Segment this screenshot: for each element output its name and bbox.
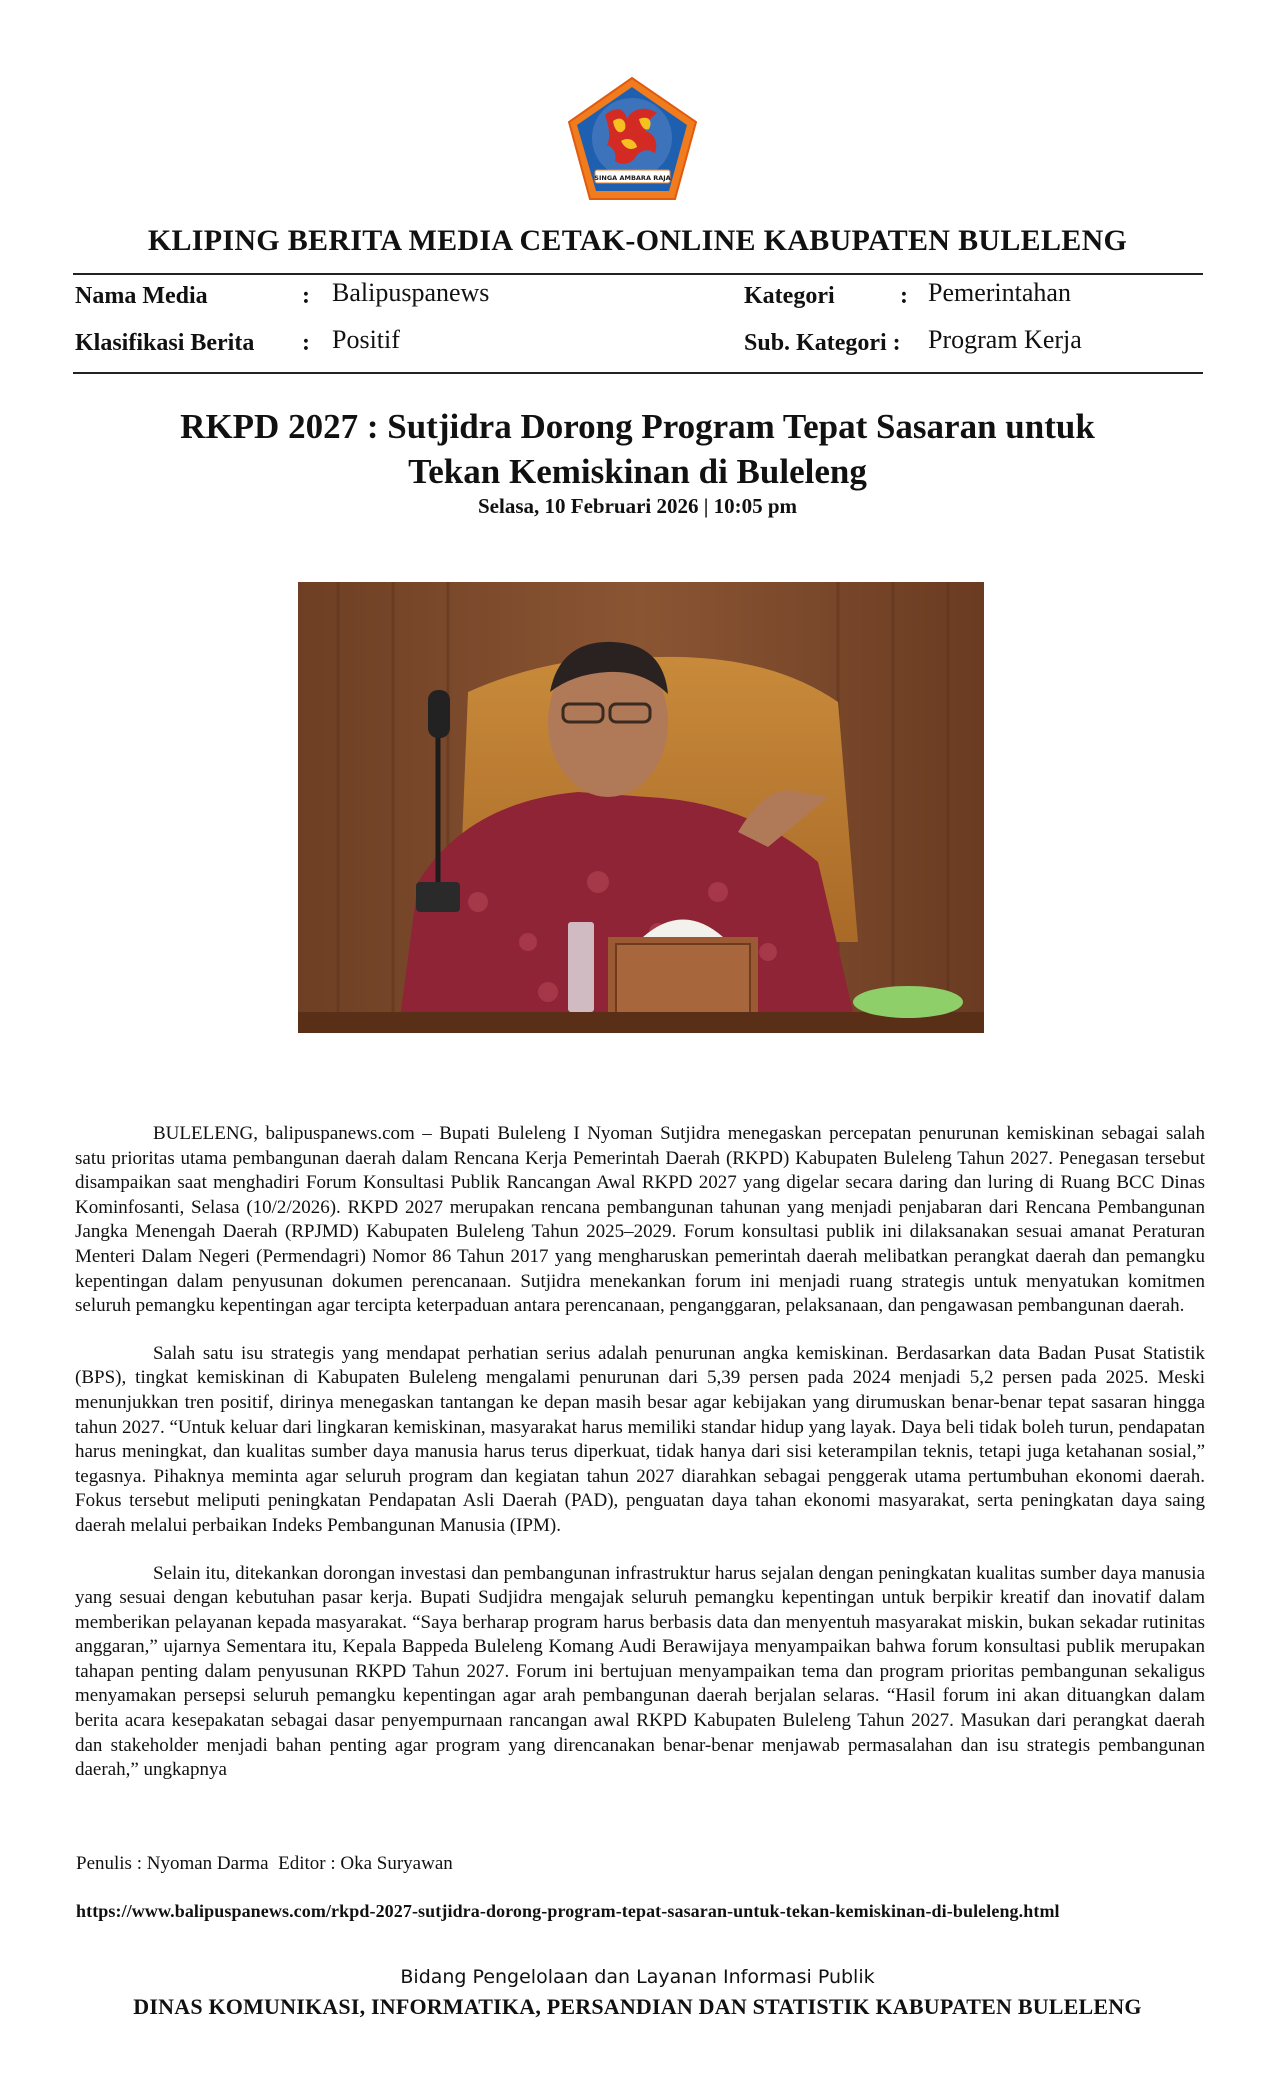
article-dateline: Selasa, 10 Februari 2026 | 10:05 pm: [477, 494, 798, 518]
article-headline: [100, 404, 1175, 494]
paragraph-1: BULELENG, balipuspanews.com – Bupati Buleleng I Nyoman Sutjidra menegaskan percepatan penurunan kemiskinan sebagai salah satu prioritas utama pembangunan daerah dalam Rencana Kerja Pemerintah Daerah (RKPD) Kabupaten Buleleng Tahun 2027. Penegasan tersebut disampaikan saat menghadiri Forum Konsultasi Publik Rancangan Awal RKPD 2027 yang digelar secara daring dan luring di Ruang BCC Dinas Kominfosanti, Selasa (10/2/2026). RKPD 2027 merupakan rencana pembangunan tahunan yang menjadi penjabaran dari Rencana Pembangunan Jangka Menengah Daerah (RPJMD) Kabupaten Buleleng Tahun 2025–2029. Forum konsultasi publik ini dilaksanakan sesuai amanat Peraturan Menteri Dalam Negeri (Permendagri) Nomor 86 Tahun 2017 yang mengharuskan pemerintah daerah melibatkan perangkat daerah dan pemangku kepentingan dalam penyusunan dokumen perencanaan. Sutjidra menekankan forum ini menjadi ruang strategis untuk menyatukan komitmen seluruh pemangku kepentingan agar tercipta keterpaduan antara perencanaan, penganggaran, pelaksanaan, dan pengawasan pembangunan daerah.: [75, 1123, 1205, 1317]
header-rule-top: [73, 273, 1203, 275]
classification-colon: :: [302, 330, 310, 356]
paragraph-2: Salah satu isu strategis yang mendapat perhatian serius adalah penurunan angka kemiskinan. Berdasarkan data Badan Pusat Statistik (BPS), tingkat kemiskinan di Kabupaten Buleleng mengalami penurunan dari 5,39 persen pada 2024 menjadi 5,2 persen pada 2025. Meski menunjukkan tren positif, dirinya menegaskan tantangan ke depan masih besar agar kebijakan yang dirumuskan benar-benar tepat sasaran hingga tahun 2027. “Untuk keluar dari lingkaran kemiskinan, masyarakat harus memiliki standar hidup yang layak. Daya beli tidak boleh turun, pendapatan harus meningkat, dan kualitas sumber daya manusia harus terus diperkuat, tidak hanya dari sisi keterampilan teknis, tetapi juga ketahanan sosial,” tegasnya. Pihaknya meminta agar seluruh program dan kegiatan tahun 2027 diarahkan sebagai penggerak utama pertumbuhan ekonomi daerah. Fokus tersebut meliputi peningkatan Pendapatan Asli Daerah (PAD), penguatan daya tahan ekonomi masyarakat, serta peningkatan daya saing daerah melalui perbaikan Indeks Pembangunan Manusia (IPM).: [75, 1342, 1205, 1536]
media-value: Balipuspanews: [332, 278, 490, 307]
media-label: Nama Media: [75, 283, 208, 309]
category-colon: :: [900, 283, 908, 309]
headline-line-2: Tekan Kemiskinan di Buleleng: [408, 452, 867, 491]
footer-agency: DINAS KOMUNIKASI, INFORMATIKA, PERSANDIAN DAN STATISTIK KABUPATEN BULELENG: [133, 1994, 1142, 2019]
source-url-link[interactable]: https://www.balipuspanews.com/rkpd-2027-sutjidra-dorong-program-tepat-sasaran-untuk-tekan-kemiskinan-di-buleleng.html: [76, 1901, 1060, 1921]
category-label: Kategori: [744, 283, 835, 309]
article-body: [75, 1122, 1205, 1806]
paragraph-3: Selain itu, ditekankan dorongan investasi dan pembangunan infrastruktur harus sejalan dengan peningkatan kualitas sumber daya manusia yang sesuai dengan kebutuhan pasar kerja. Bupati Sudjidra mengajak seluruh pemangku kepentingan untuk berpikir kreatif dan inovatif dalam memberikan pelayanan kepada masyarakat. “Saya berharap program harus berbasis data dan menyentuh masyarakat miskin, bukan sekadar rutinitas anggaran,” ujarnya Sementara itu, Kepala Bappeda Buleleng Komang Audi Berawijaya menyampaikan bahwa forum konsultasi publik merupakan tahapan penting dalam penyusunan RKPD Tahun 2027. Forum ini bertujuan menyampaikan tema dan program prioritas pembangunan sekaligus menyamakan persepsi seluruh pemangku kepentingan agar arah pembangunan daerah berjalan selaras. “Hasil forum ini akan dituangkan dalam berita acara kesepakatan sebagai dasar penyempurnaan rancangan awal RKPD Kabupaten Buleleng Tahun 2027. Masukan dari perangkat daerah dan stakeholder menjadi bahan penting agar program yang direncanakan benar-benar menjawab permasalahan dan isu strategis pembangunan daerah,” ungkapnya: [75, 1562, 1205, 1781]
subcategory-label: Sub. Kategori :: [744, 330, 901, 356]
media-colon: :: [302, 283, 310, 309]
header-rule-bottom: [73, 372, 1203, 374]
category-value: Pemerintahan: [928, 278, 1071, 307]
classification-value: Positif: [332, 325, 400, 354]
footer-unit: Bidang Pengelolaan dan Layanan Informasi Publik: [400, 1966, 875, 1988]
classification-label: Klasifikasi Berita: [75, 330, 255, 356]
subcategory-value: Program Kerja: [928, 325, 1082, 354]
article-photo: [298, 582, 984, 1033]
buleleng-regency-logo: [565, 75, 700, 203]
headline-line-1: RKPD 2027 : Sutjidra Dorong Program Tepat Sasaran untuk: [180, 407, 1095, 446]
logo-motto: SINGA AMBARA RAJA: [594, 174, 671, 182]
article-credits: Penulis : Nyoman Darma Editor : Oka Suryawan: [76, 1853, 453, 1874]
document-title: KLIPING BERITA MEDIA CETAK-ONLINE KABUPATEN BULELENG: [147, 224, 1128, 257]
